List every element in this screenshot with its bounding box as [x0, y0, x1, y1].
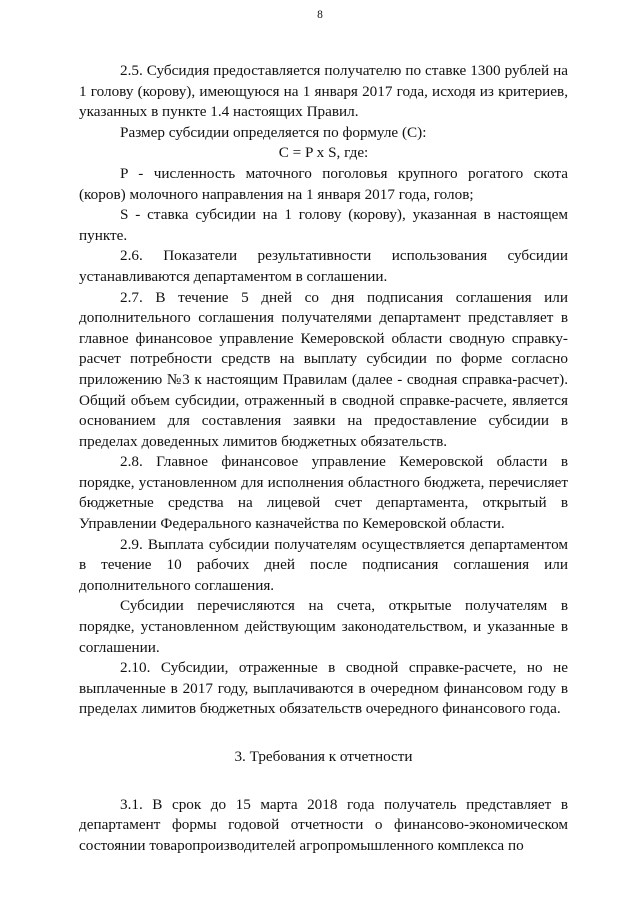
page-number: 8	[317, 9, 323, 21]
section-3-heading: 3. Требования к отчетности	[234, 748, 413, 765]
paragraph-2-8: 2.8. Главное финансовое управление Кемеровской области в порядке, установленном для исполнения областного бюджета, перечисляет бюджетные средства на лицевой счет департамента, открытый в Управлении Федерального казначейства по Кемеровской области.	[79, 453, 568, 533]
paragraph-formula-intro: Размер субсидии определяется по формуле (С):	[120, 123, 427, 141]
document-body	[79, 61, 568, 856]
formula: С = P х S, где:	[278, 144, 369, 162]
paragraph-2-10: 2.10. Субсидии, отраженные в сводной справке-расчете, но не выплаченные в 2017 году, выплачиваются в очередном финансовом году в пределах лимитов бюджетных обязательств очередного финансового года.	[79, 659, 568, 718]
paragraph-3-1: 3.1. В срок до 15 марта 2018 года получатель представляет в департамент формы годовой отчетности о финансово-экономическом состоянии товаропроизводителей агропромышленного комплекса по	[79, 795, 568, 854]
paragraph-2-9: 2.9. Выплата субсидии получателям осуществляется департаментом в течение 10 рабочих дней после подписания соглашения или дополнительного соглашения.	[79, 535, 568, 594]
paragraph-2-7: 2.7. В течение 5 дней со дня подписания соглашения или дополнительного соглашения получателями департамент представляет в главное финансовое управление Кемеровской области сводную справку-расчет потребности средств на выплату субсидии по форме согласно приложению №3 к настоящим Правилам (далее - сводная справка-расчет). Общий объем субсидии, отраженный в сводной справке-расчете, является основанием для составления заявки на предоставление субсидии в пределах доведенных лимитов бюджетных обязательств.	[79, 288, 568, 450]
paragraph-2-6: 2.6. Показатели результативности использования субсидии устанавливаются департаментом в соглашении.	[79, 247, 568, 285]
paragraph-2-5: 2.5. Субсидия предоставляется получателю по ставке 1300 рублей на 1 голову (корову), имеющуюся на 1 января 2017 года, исходя из критериев, указанных в пункте 1.4 настоящих Правил.	[79, 62, 568, 121]
paragraph-2-9-transfer: Субсидии перечисляются на счета, открытые получателям в порядке, установленном действующим законодательством, и указанные в соглашении.	[79, 597, 568, 656]
paragraph-definition-p: P - численность маточного поголовья крупного рогатого скота (коров) молочного направления на 1 января 2017 года, голов;	[79, 164, 568, 203]
paragraph-definition-s: S - ставка субсидии на 1 голову (корову), указанная в настоящем пункте.	[79, 206, 568, 244]
